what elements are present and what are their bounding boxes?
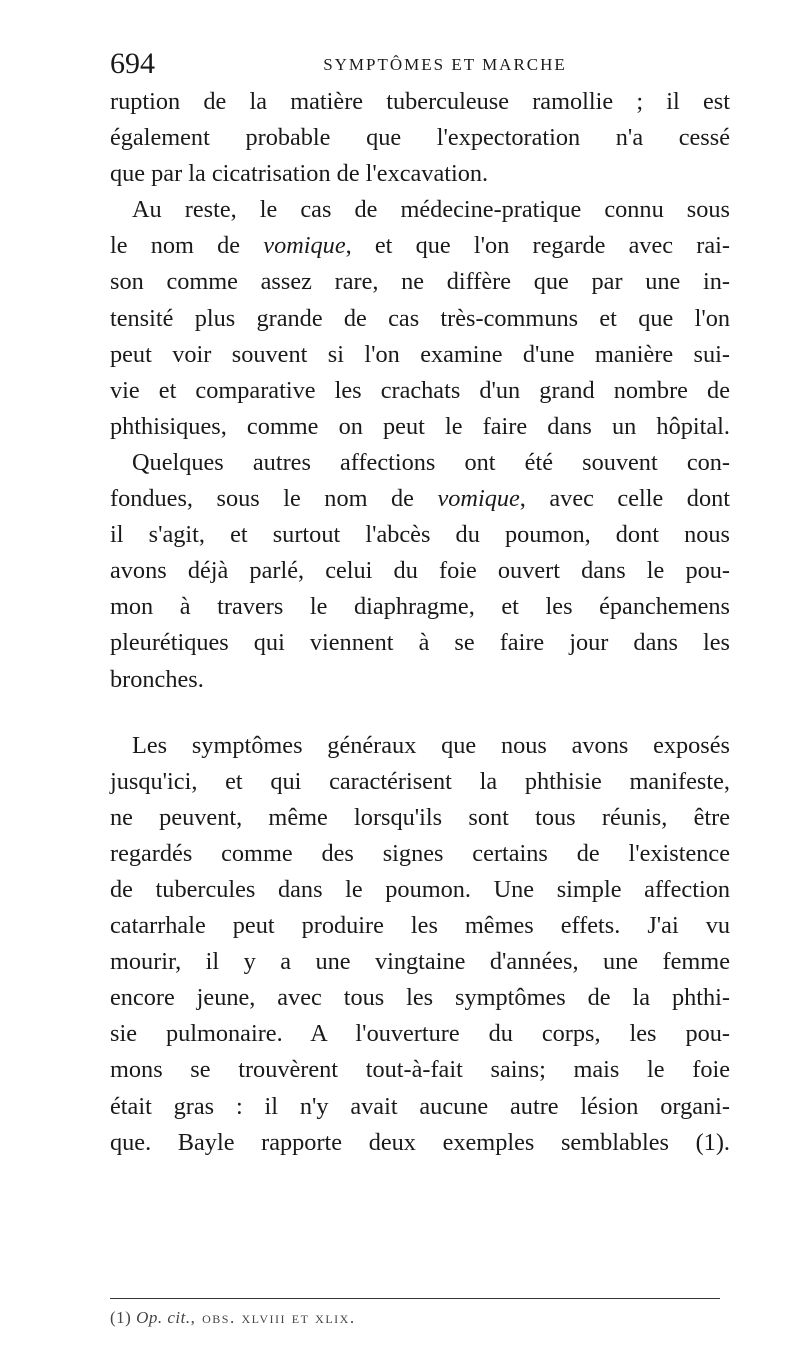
text-line: mon à travers le diaphragme, et les épanchemens <box>110 593 730 621</box>
page-number: 694 <box>110 47 155 80</box>
paragraph-3 <box>110 445 730 698</box>
text-line: tensité plus grande de cas très-communs et que l'on <box>110 304 730 332</box>
text-line: regardés comme des signes certains de l'existence <box>110 839 730 867</box>
paragraph-2 <box>110 192 730 445</box>
running-head <box>110 44 720 84</box>
text-line: de tubercules dans le poumon. Une simple affection <box>110 875 730 903</box>
text-line: catarrhale peut produire les mêmes effets. J'ai vu <box>110 912 730 940</box>
text-line: que par la cicatrisation de l'excavation. <box>110 160 489 188</box>
text-line: ruption de la matière tuberculeuse ramollie ; il est <box>110 88 730 115</box>
paragraph-4 <box>110 728 730 1161</box>
text-line: Au reste, le cas de médecine-pratique connu sous <box>132 196 730 224</box>
text-line: avons déjà parlé, celui du foie ouvert dans le pou- <box>110 557 730 585</box>
text-line: encore jeune, avec tous les symptômes de la phthi- <box>110 984 730 1012</box>
text-line: que. Bayle rapporte deux exemples semblables (1). <box>110 1128 730 1156</box>
text-line: également probable que l'expectoration n'a cessé <box>110 124 730 152</box>
text-line: était gras : il n'y avait aucune autre lésion organi- <box>110 1092 730 1120</box>
text-line: mons se trouvèrent tout-à-fait sains; mais le foie <box>110 1056 730 1084</box>
text-line: sie pulmonaire. A l'ouverture du corps, les pou- <box>110 1020 730 1048</box>
footnote-citation: Op. cit. <box>136 1308 191 1327</box>
text-line: fondues, sous le nom de vomique, avec celle dont <box>110 485 730 513</box>
running-title: SYMPTÔMES ET MARCHE <box>323 55 567 74</box>
text-line: phthisiques, comme on peut le faire dans un hôpital. <box>110 412 730 440</box>
footnote-marker: (1) <box>110 1308 132 1327</box>
body-text <box>110 84 730 1161</box>
text-line: mourir, il y a une vingtaine d'années, une femme <box>110 948 730 976</box>
footnote-rule <box>110 1298 720 1299</box>
text-line: son comme assez rare, ne diffère que par une in- <box>110 268 730 296</box>
paragraph-1 <box>110 84 730 192</box>
text-line: il s'agit, et surtout l'abcès du poumon, dont nous <box>110 521 730 549</box>
text-line: Quelques autres affections ont été souvent con- <box>132 448 730 476</box>
text-line: peut voir souvent si l'on examine d'une manière sui- <box>110 340 730 368</box>
text-line: Les symptômes généraux que nous avons exposés <box>132 731 730 759</box>
footnote <box>110 1306 356 1330</box>
text-line: vie et comparative les crachats d'un grand nombre de <box>110 376 730 404</box>
footnote-reference: , obs. xlviii et xlix. <box>190 1308 356 1327</box>
text-line: ne peuvent, même lorsqu'ils sont tous réunis, être <box>110 803 730 831</box>
text-line: pleurétiques qui viennent à se faire jour dans les <box>110 629 730 657</box>
text-line: jusqu'ici, et qui caractérisent la phthisie manifeste, <box>110 767 730 795</box>
text-line: le nom de vomique, et que l'on regarde avec rai- <box>110 232 731 260</box>
text-line: bronches. <box>110 665 204 693</box>
paragraph-spacer <box>110 698 730 728</box>
